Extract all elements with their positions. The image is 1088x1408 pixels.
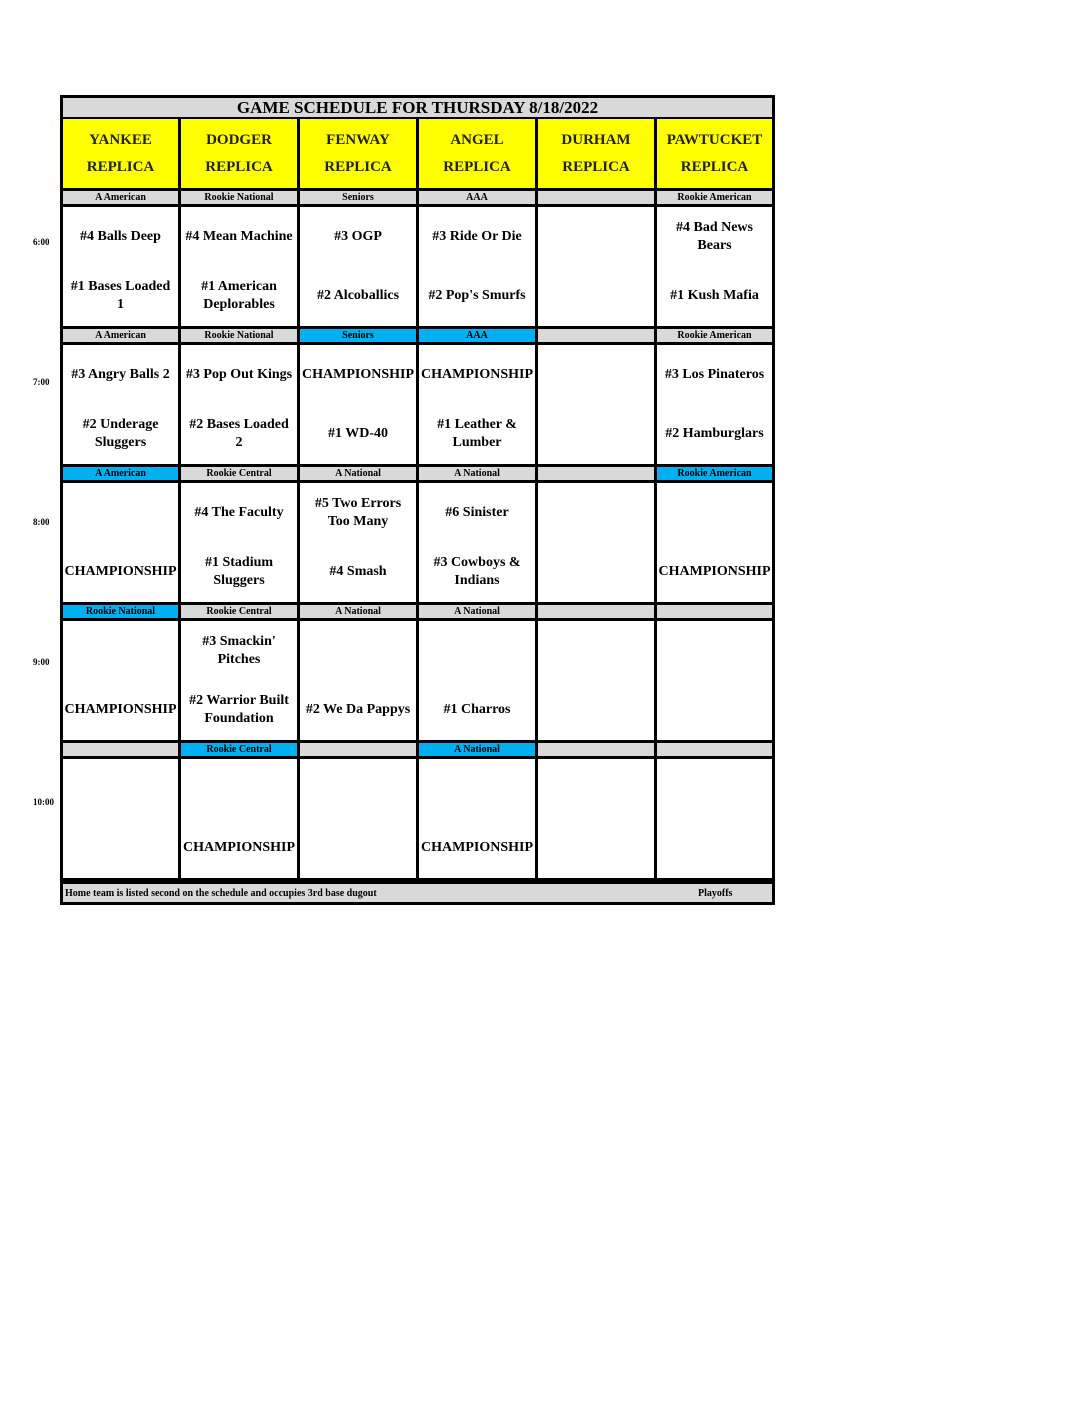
field-sub: REPLICA [680, 158, 749, 175]
division-label: Rookie Central [181, 605, 300, 621]
field-name: ANGEL [450, 131, 504, 148]
game-cell [538, 483, 657, 605]
home-team: CHAMPIONSHIP [64, 702, 177, 718]
game-row [60, 759, 775, 881]
game-row [60, 621, 775, 743]
field-header-durham [538, 119, 657, 191]
away-team: #4 Balls Deep [80, 228, 161, 244]
away-team: #3 Pop Out Kings [185, 366, 293, 382]
schedule-title: GAME SCHEDULE FOR THURSDAY 8/18/2022 [60, 95, 775, 119]
home-team [300, 819, 416, 879]
field-name: DODGER [206, 131, 272, 148]
game-cell [181, 207, 300, 329]
home-team: #2 Alcoballics [316, 288, 400, 304]
home-team: CHAMPIONSHIP [658, 564, 771, 580]
footer-note: Home team is listed second on the schedule and occupies 3rd base dugout [65, 887, 377, 899]
division-label [538, 743, 657, 759]
game-cell [181, 345, 300, 467]
footer-bar [60, 881, 775, 905]
division-label: Seniors [300, 329, 419, 345]
division-label: A National [419, 605, 538, 621]
division-label: Rookie American [657, 467, 775, 483]
away-team: CHAMPIONSHIP [421, 366, 533, 382]
division-label: Rookie Central [181, 467, 300, 483]
away-team: #5 Two Errors Too Many [314, 495, 402, 529]
division-label: Rookie Central [181, 743, 300, 759]
home-team: #1 Stadium Sluggers [204, 555, 274, 589]
field-header-fenway [300, 119, 419, 191]
home-team: #1 Kush Mafia [670, 288, 759, 304]
division-label: A American [60, 191, 181, 207]
division-label [538, 467, 657, 483]
away-team: #3 Smackin' Pitches [202, 633, 276, 667]
game-cell [657, 345, 775, 467]
division-label: Rookie National [181, 329, 300, 345]
away-team [538, 759, 654, 819]
game-cell [419, 483, 538, 605]
game-cell [419, 759, 538, 881]
home-team [63, 819, 178, 879]
home-team: #3 Cowboys & Indians [433, 555, 521, 589]
home-team: #1 WD-40 [327, 426, 389, 442]
division-label [538, 191, 657, 207]
away-team [657, 759, 772, 819]
game-cell [538, 759, 657, 881]
home-team: #1 Charros [443, 702, 511, 718]
game-cell [657, 759, 775, 881]
home-team [657, 681, 772, 741]
game-cell [300, 483, 419, 605]
home-team: #4 Smash [329, 564, 387, 580]
division-label: Seniors [300, 191, 419, 207]
division-label: A National [300, 467, 419, 483]
time-slots [60, 191, 775, 881]
field-name: PAWTUCKET [666, 131, 763, 148]
game-cell [60, 483, 181, 605]
field-header-yankee [60, 119, 181, 191]
field-name: DURHAM [561, 131, 631, 148]
division-label [657, 605, 775, 621]
game-cell [181, 621, 300, 743]
division-label: Rookie American [657, 191, 775, 207]
division-label: AAA [419, 191, 538, 207]
time-label: 7:00 [33, 377, 50, 387]
home-team: #1 American Deplorables [201, 279, 277, 313]
game-cell [300, 207, 419, 329]
schedule-table [60, 95, 775, 905]
division-row [60, 467, 775, 483]
division-label [60, 743, 181, 759]
game-cell [419, 207, 538, 329]
division-label [657, 743, 775, 759]
away-team [300, 621, 416, 681]
game-cell [419, 621, 538, 743]
field-name: YANKEE [89, 131, 152, 148]
game-cell [60, 345, 181, 467]
home-team: #2 Pop's Smurfs [428, 288, 526, 304]
time-label: 9:00 [33, 657, 50, 667]
away-team: #3 Angry Balls 2 [71, 366, 170, 382]
field-sub: REPLICA [443, 158, 511, 175]
game-row [60, 483, 775, 605]
home-team: CHAMPIONSHIP [64, 564, 177, 580]
game-cell [60, 759, 181, 881]
home-team: #2 We Da Pappys [305, 702, 411, 718]
division-label: AAA [419, 329, 538, 345]
game-cell [657, 621, 775, 743]
home-team: #2 Warrior Built Foundation [189, 693, 289, 727]
away-team [538, 483, 654, 543]
game-cell [538, 345, 657, 467]
division-row [60, 605, 775, 621]
away-team: CHAMPIONSHIP [302, 366, 414, 382]
field-sub: REPLICA [562, 158, 630, 175]
game-cell [538, 621, 657, 743]
home-team [538, 819, 654, 879]
game-cell [181, 483, 300, 605]
away-team: #4 Bad News Bears [675, 219, 753, 253]
away-team: #4 Mean Machine [185, 228, 293, 244]
home-team: #2 Underage Sluggers [82, 417, 159, 451]
away-team: #4 The Faculty [194, 504, 284, 520]
game-row [60, 345, 775, 467]
field-name: FENWAY [326, 131, 390, 148]
home-team: #1 Bases Loaded 1 [70, 279, 171, 313]
division-label: A American [60, 329, 181, 345]
division-row [60, 191, 775, 207]
division-label [300, 743, 419, 759]
home-team: CHAMPIONSHIP [421, 840, 533, 856]
division-row [60, 743, 775, 759]
away-team [63, 759, 178, 819]
division-label: A National [419, 743, 538, 759]
division-label: A National [300, 605, 419, 621]
field-header-angel [419, 119, 538, 191]
game-cell [657, 207, 775, 329]
away-team [538, 345, 654, 405]
division-label: Rookie American [657, 329, 775, 345]
division-label: A National [419, 467, 538, 483]
field-sub: REPLICA [205, 158, 273, 175]
away-team: #3 Los Pinateros [664, 366, 765, 382]
game-cell [419, 345, 538, 467]
home-team [538, 267, 654, 327]
game-row [60, 207, 775, 329]
away-team [419, 759, 535, 819]
home-team: #2 Bases Loaded 2 [189, 417, 289, 451]
division-label [538, 605, 657, 621]
away-team: #6 Sinister [445, 504, 509, 520]
away-team [63, 621, 178, 681]
away-team [538, 207, 654, 267]
field-sub: REPLICA [86, 158, 155, 175]
away-team [63, 483, 178, 543]
game-cell [60, 621, 181, 743]
game-cell [60, 207, 181, 329]
division-label: Rookie National [181, 191, 300, 207]
away-team: #3 Ride Or Die [432, 228, 522, 244]
home-team: #2 Hamburglars [665, 426, 764, 442]
game-cell [181, 759, 300, 881]
away-team [657, 621, 772, 681]
away-team [538, 621, 654, 681]
division-row [60, 329, 775, 345]
away-team [657, 483, 772, 543]
away-team [181, 759, 297, 819]
home-team [657, 819, 772, 879]
footer-legend: Playoffs [698, 887, 733, 899]
division-label: Rookie National [60, 605, 181, 621]
field-header-pawtucket [657, 119, 775, 191]
home-team [538, 681, 654, 741]
home-team [538, 543, 654, 603]
field-sub: REPLICA [324, 158, 392, 175]
away-team [419, 621, 535, 681]
game-cell [538, 207, 657, 329]
game-cell [300, 621, 419, 743]
time-label: 6:00 [33, 237, 50, 247]
away-team: #3 OGP [334, 228, 382, 244]
game-cell [300, 759, 419, 881]
division-label: A American [60, 467, 181, 483]
field-header-dodger [181, 119, 300, 191]
home-team: CHAMPIONSHIP [183, 840, 295, 856]
game-cell [300, 345, 419, 467]
time-label: 10:00 [33, 797, 54, 807]
time-label: 8:00 [33, 517, 50, 527]
away-team [300, 759, 416, 819]
home-team: #1 Leather & Lumber [437, 417, 517, 451]
home-team [538, 405, 654, 465]
game-cell [657, 483, 775, 605]
field-header-row [60, 119, 775, 191]
division-label [538, 329, 657, 345]
